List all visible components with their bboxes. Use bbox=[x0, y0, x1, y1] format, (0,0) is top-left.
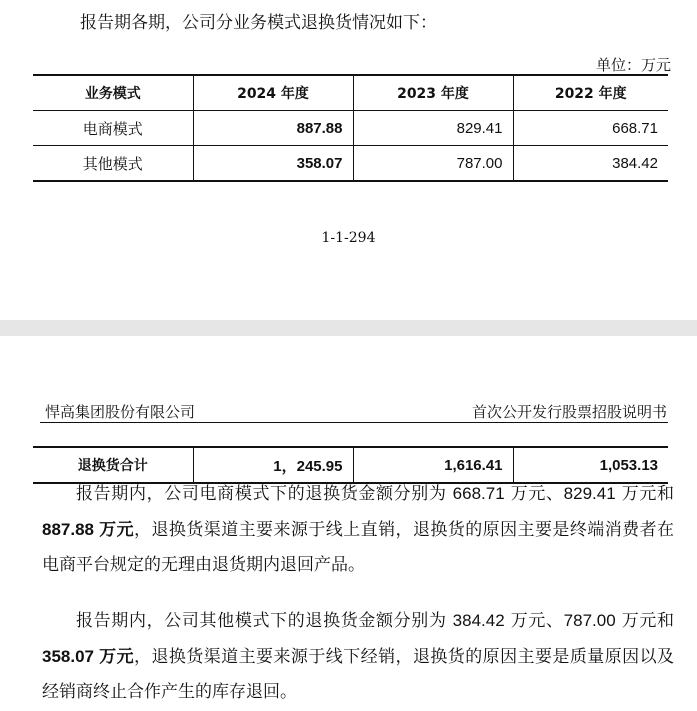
table-header-row bbox=[33, 75, 668, 111]
table-row bbox=[33, 146, 668, 182]
value-cell: 1，245.95 bbox=[193, 447, 353, 483]
header-rule bbox=[40, 422, 668, 423]
value-cell: 358.07 bbox=[193, 146, 353, 182]
unit-label: 单位：万元 bbox=[595, 56, 671, 74]
paragraph-other bbox=[42, 603, 674, 710]
paragraph-text: 报告期内，公司其他模式下的退换货金额分别为 bbox=[76, 611, 453, 631]
paragraph-text: 万元、 bbox=[504, 611, 564, 631]
running-header-document: 首次公开发行股票招股说明书 bbox=[471, 403, 667, 421]
row-label: 退换货合计 bbox=[33, 447, 193, 483]
header-cell: 2023 年度 bbox=[353, 75, 513, 111]
value-cell: 668.71 bbox=[513, 111, 668, 146]
paragraph-ecommerce bbox=[42, 476, 674, 583]
value-cell: 829.41 bbox=[353, 111, 513, 146]
amount-value-bold: 887.88 万元 bbox=[42, 520, 135, 539]
paragraph-text: 报告期内，公司电商模式下的退换货金额分别为 bbox=[76, 484, 453, 504]
page-break-divider bbox=[0, 320, 697, 336]
header-cell: 业务模式 bbox=[33, 75, 193, 111]
row-label: 其他模式 bbox=[33, 146, 193, 182]
header-cell: 2022 年度 bbox=[513, 75, 668, 111]
paragraph-text: ，退换货渠道主要来源于线上直销，退换货的原因主要是终端消费者在电商平台规定的无理由退货期内退回产品。 bbox=[42, 520, 674, 575]
value-cell: 1,053.13 bbox=[599, 456, 658, 474]
paragraph-text: 万元和 bbox=[615, 611, 675, 631]
value-cell: 1,616.41 bbox=[353, 447, 513, 483]
amount-value: 787.00 bbox=[563, 611, 616, 630]
amount-value: 384.42 bbox=[452, 611, 505, 630]
row-label: 电商模式 bbox=[33, 111, 193, 146]
paragraph-text: ，退换货渠道主要来源于线下经销，退换货的原因主要是质量原因以及经销商终止合作产生的库存退回。 bbox=[42, 647, 674, 702]
amount-value: 829.41 bbox=[563, 484, 616, 503]
amount-value-bold: 358.07 万元 bbox=[42, 647, 135, 666]
running-header-company: 悍高集团股份有限公司 bbox=[45, 403, 196, 421]
paragraph-text: 万元和 bbox=[615, 484, 675, 504]
value-cell: 787.00 bbox=[353, 146, 513, 182]
value-cell: 887.88 bbox=[193, 111, 353, 146]
amount-value: 668.71 bbox=[452, 484, 505, 503]
value-cell: 384.42 bbox=[513, 146, 668, 182]
paragraph-text: 万元、 bbox=[504, 484, 564, 504]
page-number: 1-1-294 bbox=[321, 230, 376, 246]
returns-by-mode-table bbox=[33, 74, 668, 182]
header-cell: 2024 年度 bbox=[193, 75, 353, 111]
table-row bbox=[33, 111, 668, 146]
intro-text: 报告期各期，公司分业务模式退换货情况如下： bbox=[80, 13, 437, 33]
